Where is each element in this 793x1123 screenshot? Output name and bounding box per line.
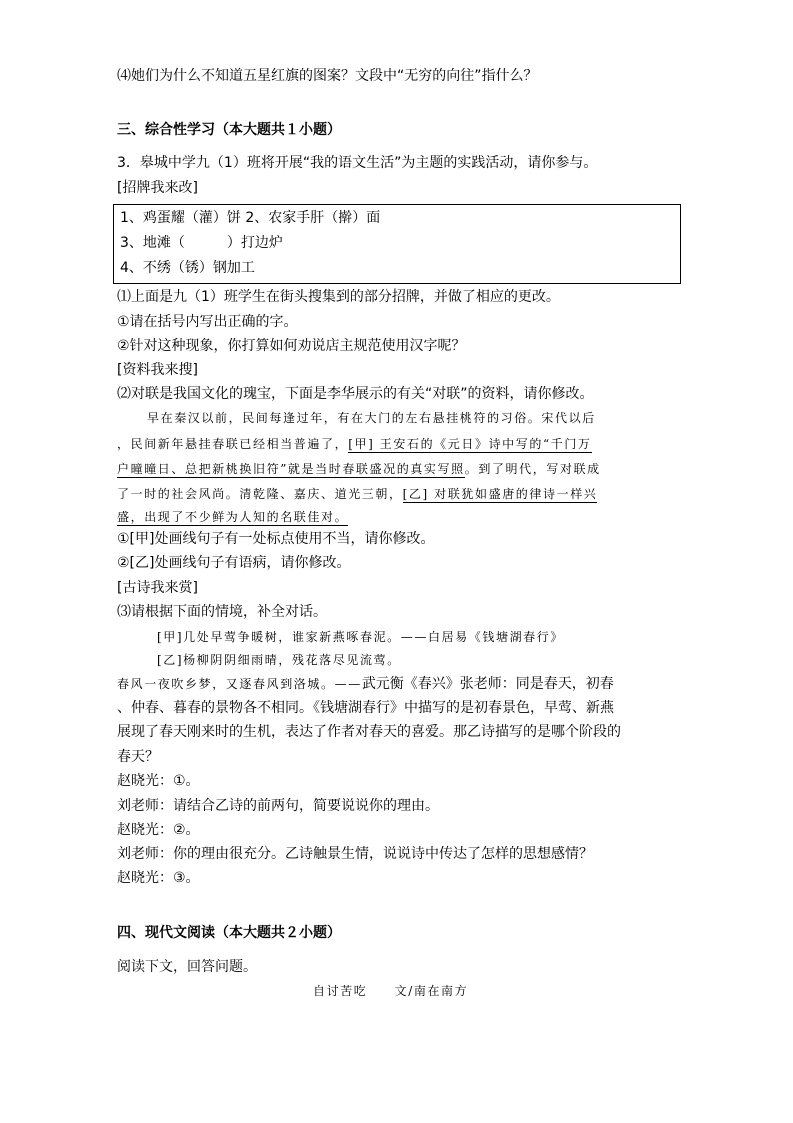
passage-line-4: [117, 484, 597, 504]
dialogue-text: 武元衡《春兴》张老师：同是春天，初春: [361, 676, 614, 692]
part-2-prompt: ⑵对联是我国文化的瑰宝，下面是李华展示的有关“对联”的资料，请你修改。: [117, 386, 594, 402]
ask-3: 刘老师：你的理由很充分。乙诗触景生情，说说诗中传达了怎样的思想感情？: [117, 846, 593, 862]
section-4-heading: 四、现代文阅读（本大题共２小题）: [117, 925, 341, 941]
passage-text: ，民间新年悬挂春联已经相当普遍了，: [117, 437, 349, 451]
part-1-a: ①请在括号内写出正确的字。: [117, 314, 298, 330]
part-2-b: ②[乙]处画线句子有语病，请你修改。: [117, 555, 351, 571]
poem-yi-cont: 春风一夜吹乡梦，又逐春风到洛城。——: [117, 677, 362, 691]
part-1-b: ②针对这种现象，你打算如何劝说店主规范使用汉字呢？: [117, 338, 466, 354]
data-section-heading: [资料我来搜]: [117, 362, 198, 378]
section-3-heading: 三、综合性学习（本大题共１小题）: [117, 122, 341, 138]
signs-box: [113, 204, 681, 284]
sign-line-3: 4、不绣（锈）钢加工: [120, 260, 255, 276]
underline-yi: [乙] 对联犹如盛唐的律诗一样兴: [402, 487, 598, 501]
dialogue-line-2: 、仲春、暮春的景物各不相同。《钱塘湖春行》中描写的是初春景色，早莺、新燕: [117, 700, 614, 716]
poem-yi: [乙]杨柳阴阴细雨晴，残花落尽见流莺。: [157, 653, 401, 667]
passage-line-5: [117, 507, 348, 527]
underline-jia: [甲] 王安石的《元日》诗中写的“千门万: [348, 437, 592, 451]
question-3-intro: 3．皋城中学九（1）班将开展“我的语文生活”为主题的实践活动，请你参与。: [117, 155, 598, 171]
answer-1: 赵晓光：①。: [117, 773, 200, 789]
dialogue-line-1: [117, 674, 614, 694]
reading-intro: 阅读下文，回答问题。: [117, 959, 257, 975]
answer-3: 赵晓光：③。: [117, 870, 200, 886]
sign-section-heading: [招牌我来改]: [117, 180, 198, 196]
passage-line-2: [117, 434, 592, 454]
part-1-prompt: ⑴上面是九（1）班学生在街头搜集到的部分招牌，并做了相应的更改。: [117, 289, 560, 305]
part-3-prompt: ⑶请根据下面的情境，补全对话。: [117, 604, 327, 620]
passage-text: 。到了明代，写对联成: [464, 462, 601, 476]
passage-line-1: 早在秦汉以前，民间每逢过年，有在大门的左右悬挂桃符的习俗。宋代以后: [147, 411, 596, 425]
dialogue-line-3: 展现了春天刚来时的生机，表达了作者对春天的喜爱。那乙诗描写的是哪个阶段的: [117, 724, 621, 740]
ask-2: 刘老师：请结合乙诗的前两句，简要说说你的理由。: [117, 798, 439, 814]
dialogue-line-4: 春天？: [117, 749, 159, 765]
sign-line-2: 3、地滩（ ）打边炉: [120, 235, 283, 251]
poem-section-heading: [古诗我来赏]: [117, 580, 198, 596]
question-4: ⑷她们为什么不知道五星红旗的图案？文段中“无穷的向往”指什么？: [117, 68, 538, 84]
sign-line-1: 1、鸡蛋耀（灌）饼 2、农家手肝（擀）面: [120, 210, 381, 226]
underline-jia-cont: 户曈曈日、总把新桃换旧符”就是当时春联盛况的真实写照: [117, 462, 465, 476]
underline-yi-cont: 盛，出现了不少鲜为人知的名联佳对。: [117, 510, 349, 524]
article-title: 自讨苦吃 文/南在南方: [313, 984, 469, 998]
answer-2: 赵晓光：②。: [117, 822, 200, 838]
poem-jia: [甲]几处早莺争暖树，谁家新燕啄春泥。——白居易《钱塘湖春行》: [157, 630, 564, 644]
part-2-a: ①[甲]处画线句子有一处标点使用不当，请你修改。: [117, 531, 435, 547]
passage-line-3: [117, 459, 601, 479]
passage-text: 了一时的社会风尚。清乾隆、嘉庆、道光三朝，: [117, 487, 403, 501]
